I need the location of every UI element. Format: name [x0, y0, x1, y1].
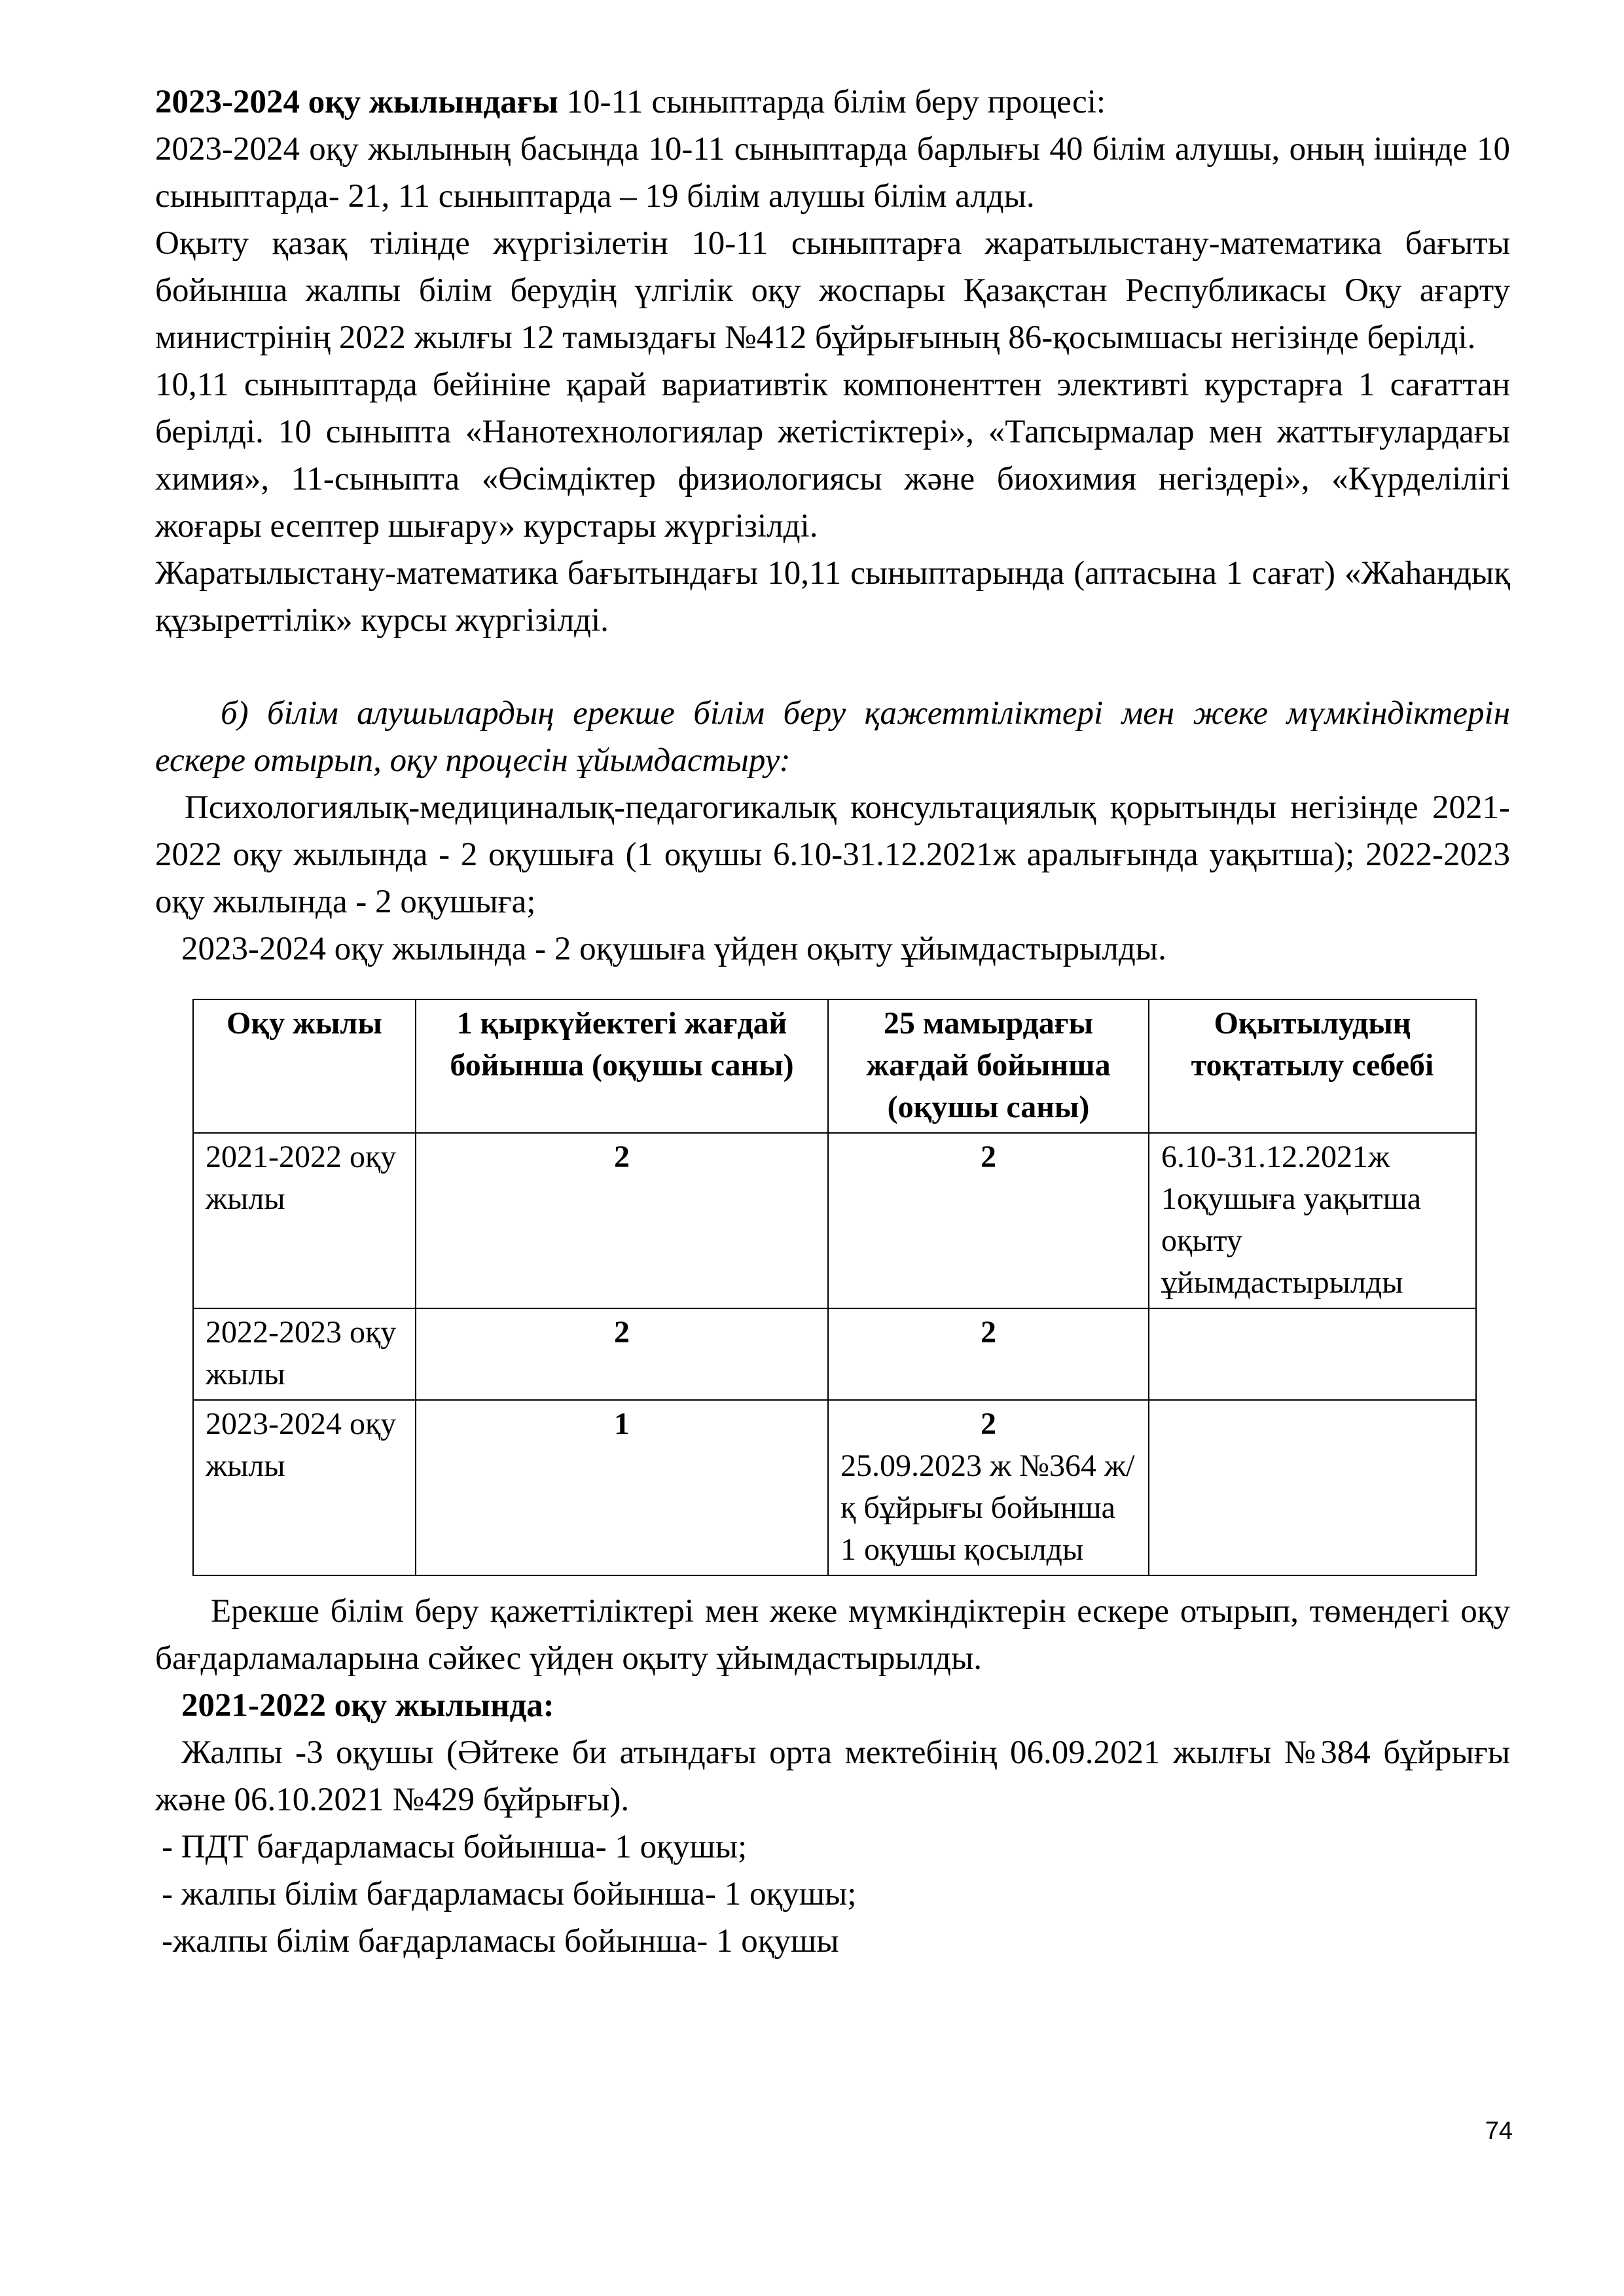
list-item: - ПДТ бағдарламасы бойынша- 1 оқушы;	[162, 1829, 748, 1865]
cell-may25: 2	[828, 1133, 1149, 1308]
paragraph-home-schooling: Психологиялық-медициналық-педагогикалық консультациялық қорытынды негізінде 2021-2022 оқу жылында - 2 оқушыға (1 оқушы 6.10-31.12.2021ж аралығында уақытша); 2022-2023 оқу жылында - 2 оқушыға;	[155, 789, 1510, 920]
cell-reason: 6.10-31.12.2021ж 1оқушыға уақытша оқыту ұйымдастырылды	[1149, 1133, 1476, 1308]
cell-reason	[1149, 1400, 1476, 1575]
cell-sep1: 2	[416, 1308, 828, 1400]
section-heading	[155, 79, 1510, 126]
cell-sep1: 2	[416, 1133, 828, 1308]
header-reason: Оқытылудың тоқтатылу себебі	[1149, 999, 1476, 1133]
document-page	[155, 79, 1510, 1965]
home-schooling-table	[192, 999, 1477, 1576]
paragraph-total-students: Жалпы -3 оқушы (Әйтеке би атындағы орта мектебінің 06.09.2021 жылғы №384 бұйрығы және 06.10.2021 №429 бұйрығы).	[155, 1734, 1510, 1818]
cell-may25-note: 25.09.2023 ж №364 ж/қ бұйрығы бойынша 1 оқушы қосылды	[840, 1448, 1135, 1567]
cell-year: 2023-2024 оқу жылы	[193, 1400, 416, 1575]
cell-year: 2022-2023 оқу жылы	[193, 1308, 416, 1400]
table-header-row	[193, 999, 1476, 1133]
list-item: -жалпы білім бағдарламасы бойынша- 1 оқушы	[162, 1923, 839, 1960]
table-row	[193, 1308, 1476, 1400]
paragraph-curriculum: Оқыту қазақ тілінде жүргізілетін 10-11 сыныптарға жаратылыстану-математика бағыты бойынша жалпы білім берудің үлгілік оқу жоспары Қазақстан Республикасы Оқу ағарту министрінің 2022 жылғы 12 тамыздағы №412 бұйрығының 86-қосымшасы негізінде берілді.	[155, 225, 1510, 356]
header-sep1: 1 қыркүйектегі жағдай бойынша (оқушы саны)	[416, 999, 828, 1133]
table-row	[193, 1133, 1476, 1308]
table-row	[193, 1400, 1476, 1575]
section-heading-bold: 2023-2024 оқу жылындағы	[155, 84, 558, 120]
section-heading-rest: 10-11 сыныптарда білім беру процесі:	[558, 84, 1106, 120]
list-item: - жалпы білім бағдарламасы бойынша- 1 оқушы;	[162, 1876, 857, 1912]
paragraph-global-competence: Жаратылыстану-математика бағытындағы 10,11 сыныптарында (аптасына 1 сағат) «Жаһандық құзыреттілік» курсы жүргізілді.	[155, 555, 1510, 639]
cell-reason	[1149, 1308, 1476, 1400]
paragraph-home-schooling-2023: 2023-2024 оқу жылында - 2 оқушыға үйден оқыту ұйымдастырылды.	[181, 931, 1166, 967]
paragraph-programs: Ерекше білім беру қажеттіліктері мен жеке мүмкіндіктерін ескере отырып, төмендегі оқу бағдарламаларына сәйкес үйден оқыту ұйымдастырылды.	[155, 1593, 1510, 1677]
cell-may25: 2	[828, 1308, 1149, 1400]
section-b-heading: б) білім алушылардың ерекше білім беру қажеттіліктері мен жеке мүмкіндіктерін ескере отырып, оқу процесін ұйымдастыру:	[155, 695, 1510, 779]
paragraph-elective-courses: 10,11 сыныптарда бейініне қарай вариативтік компоненттен элективті курстарға 1 сағаттан берілді. 10 сыныпта «Нанотехнологиялар жетістіктері», «Тапсырмалар мен жаттығулардағы химия», 11-сыныпта «Өсімдіктер физиологиясы және биохимия негіздері», «Күрделілігі жоғары есептер шығару» курстары жүргізілді.	[155, 367, 1510, 545]
year-heading: 2021-2022 оқу жылында:	[181, 1687, 554, 1724]
page-number: 74	[1485, 2117, 1513, 2145]
paragraph-student-count: 2023-2024 оқу жылының басында 10-11 сыныптарда барлығы 40 білім алушы, оның ішінде 10 сыныптарда- 21, 11 сыныптарда – 19 білім алушы білім алды.	[155, 131, 1510, 215]
cell-sep1: 1	[416, 1400, 828, 1575]
header-may25: 25 мамырдағы жағдай бойынша (оқушы саны)	[828, 999, 1149, 1133]
cell-may25: 2 25.09.2023 ж №364 ж/қ бұйрығы бойынша 1 оқушы қосылды	[828, 1400, 1149, 1575]
header-year: Оқу жылы	[193, 999, 416, 1133]
cell-year: 2021-2022 оқу жылы	[193, 1133, 416, 1308]
